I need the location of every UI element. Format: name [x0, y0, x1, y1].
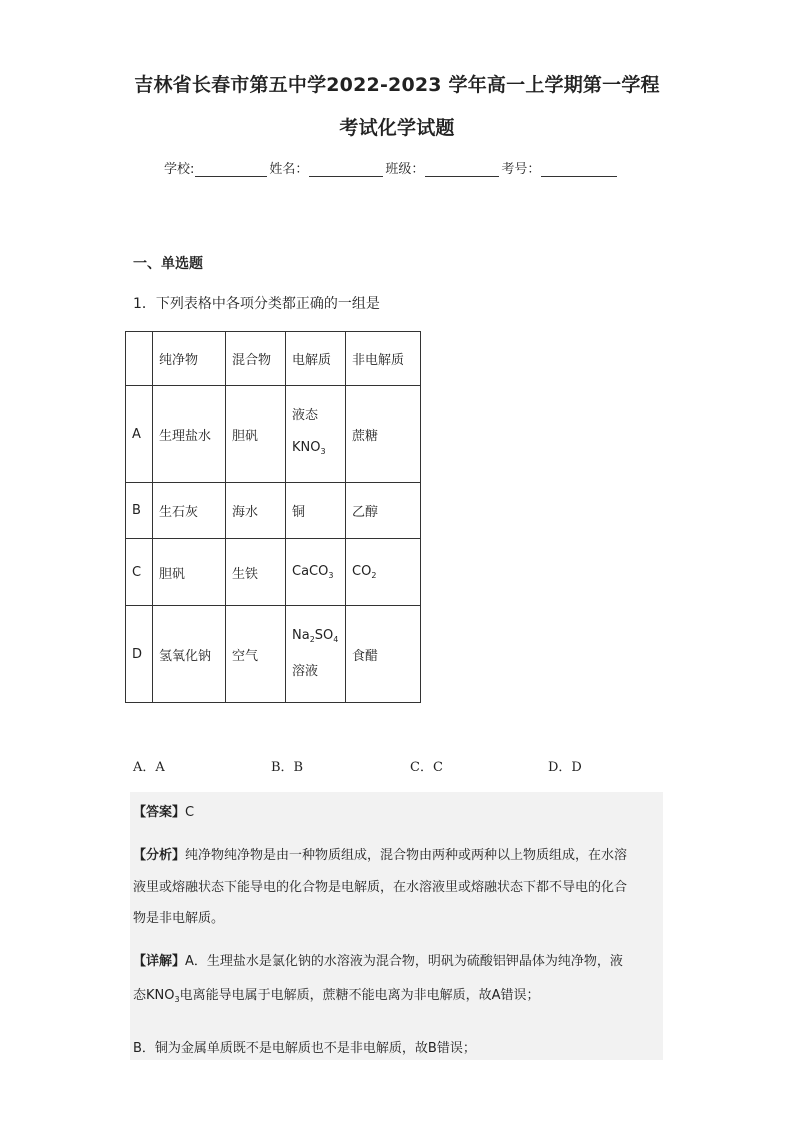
option-b[interactable]: B．B	[271, 760, 304, 775]
row-label: A	[126, 386, 153, 483]
table-row	[126, 386, 421, 483]
cell-mixture: 空气	[226, 606, 286, 703]
row-label: B	[126, 483, 153, 539]
header-cell-nonelectrolyte: 非电解质	[346, 332, 421, 386]
analysis-line3: 物是非电解质。	[133, 911, 225, 926]
formula-subscript: 3	[320, 447, 326, 456]
name-label: 姓名：	[269, 162, 309, 177]
formula-main: CaCO	[292, 564, 329, 579]
analysis-bracket: 【分析】	[133, 848, 186, 863]
detail-line1	[133, 950, 661, 969]
table-row	[126, 539, 421, 606]
class-blank[interactable]	[425, 162, 499, 177]
formula-part2: SO	[314, 628, 334, 643]
page-title-line2: 考试化学试题	[339, 117, 455, 139]
cell-electrolyte	[286, 606, 346, 703]
option-a[interactable]: A．A	[133, 760, 165, 775]
detail-bracket: 【详解】	[133, 954, 186, 969]
page-title-line1: 吉林省长春市第五中学2022-2023 学年高一上学期第一学程	[134, 74, 660, 96]
answer-explanation-box	[130, 792, 663, 1060]
row-label: C	[126, 539, 153, 606]
formula-subscript1: 2	[309, 635, 315, 644]
formula-subscript: 3	[328, 571, 334, 580]
detail-text2-post: 电离能导电属于电解质，蔗糖不能电离为非电解质，故A错误；	[179, 988, 540, 1003]
cell-mixture: 生铁	[226, 539, 286, 606]
header-cell-electrolyte: 电解质	[286, 332, 346, 386]
cell-electrolyte-formula	[292, 620, 339, 656]
analysis-text1: 纯净物纯净物是由一种物质组成，混合物由两种或两种以上物质组成，在水溶	[185, 848, 628, 863]
table-header-row	[126, 332, 421, 386]
analysis-line1	[133, 844, 661, 863]
option-d[interactable]: D．D	[548, 760, 582, 775]
section-heading: 一、单选题	[133, 256, 203, 272]
class-label: 班级：	[385, 162, 425, 177]
table-row	[126, 606, 421, 703]
cell-pure: 氢氧化钠	[153, 606, 226, 703]
formula-part1: Na	[292, 628, 310, 643]
cell-electrolyte: 铜	[286, 483, 346, 539]
formula-main: KNO	[292, 440, 321, 455]
header-cell-pure: 纯净物	[153, 332, 226, 386]
cell-nonelectrolyte: 食醋	[346, 606, 421, 703]
row-label: D	[126, 606, 153, 703]
cell-electrolyte	[286, 539, 346, 606]
student-info-line	[164, 158, 619, 177]
formula-main: CO	[352, 564, 372, 579]
cell-electrolyte	[286, 386, 346, 483]
school-label: 学校:	[164, 162, 195, 177]
analysis-line2: 液里或熔融状态下能导电的化合物是电解质，在水溶液里或熔融状态下都不导电的化合	[133, 880, 628, 895]
cell-electrolyte-line2: 溶液	[292, 664, 319, 679]
answer-value: C	[185, 805, 195, 820]
answer-line	[133, 801, 661, 820]
exam-number-label: 考号：	[501, 162, 541, 177]
detail-text1: A．生理盐水是氯化钠的水溶液为混合物，明矾为硫酸铝钾晶体为纯净物，液	[185, 954, 623, 969]
cell-electrolyte-formula	[292, 432, 339, 468]
cell-nonelectrolyte: 乙醇	[346, 483, 421, 539]
classification-table	[125, 331, 421, 703]
formula-subscript2: 4	[333, 635, 339, 644]
cell-pure: 生石灰	[153, 483, 226, 539]
header-cell-mixture: 混合物	[226, 332, 286, 386]
name-blank[interactable]	[309, 162, 383, 177]
table-row	[126, 483, 421, 539]
cell-mixture: 海水	[226, 483, 286, 539]
option-c[interactable]: C．C	[410, 760, 443, 775]
detail-text2-pre: 态KNO	[133, 988, 175, 1003]
cell-electrolyte-line1: 液态	[292, 408, 319, 423]
cell-pure: 胆矾	[153, 539, 226, 606]
cell-nonelectrolyte: 蔗糖	[346, 386, 421, 483]
formula-subscript: 3	[174, 995, 180, 1004]
cell-pure: 生理盐水	[153, 386, 226, 483]
cell-nonelectrolyte	[346, 539, 421, 606]
answer-bracket: 【答案】	[133, 805, 186, 820]
detail-line2	[133, 984, 661, 1004]
header-cell-blank	[126, 332, 153, 386]
school-blank[interactable]	[195, 162, 267, 177]
detail-line3: B．铜为金属单质既不是电解质也不是非电解质，故B错误；	[133, 1041, 476, 1056]
question-1-text: 1．下列表格中各项分类都正确的一组是	[133, 296, 380, 312]
formula-subscript: 2	[371, 571, 377, 580]
cell-mixture: 胆矾	[226, 386, 286, 483]
exam-number-blank[interactable]	[541, 162, 617, 177]
